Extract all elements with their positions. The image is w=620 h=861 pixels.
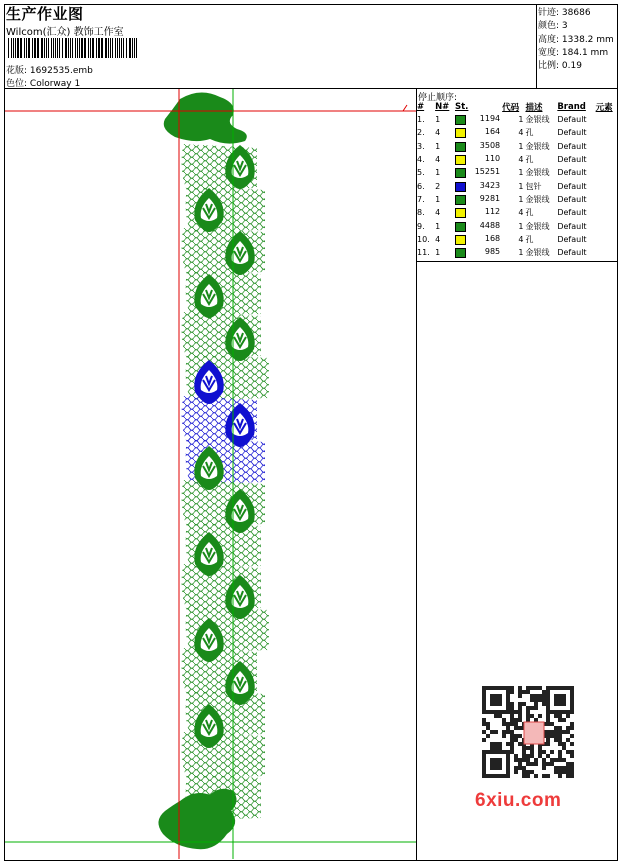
code: 1 <box>518 141 524 151</box>
stat-height <box>538 32 614 45</box>
stop-number: 4. <box>417 155 425 165</box>
column-header: Brand <box>557 102 586 112</box>
barcode-bar <box>34 38 36 58</box>
needle-number: 1 <box>435 248 441 258</box>
page-title: 生产作业图 <box>6 5 84 23</box>
description: 金银线 <box>525 194 550 204</box>
qr-code <box>472 682 584 782</box>
color-swatch <box>455 235 466 245</box>
barcode-bar <box>62 38 63 58</box>
barcode-bar <box>126 38 127 58</box>
barcode-bar <box>112 38 113 58</box>
barcode-bar <box>98 38 100 58</box>
column-header: 描述 <box>525 103 543 113</box>
stat-value: 1338.2 mm <box>561 35 614 45</box>
color-swatch <box>455 195 466 205</box>
barcode-bar <box>24 38 25 58</box>
element <box>595 166 618 179</box>
colorway-label: 色位: <box>6 79 28 89</box>
element <box>595 219 618 232</box>
brand: Default <box>557 128 587 138</box>
color-swatch <box>455 222 466 232</box>
stitch-count <box>454 193 501 206</box>
stat-label: 比例: <box>538 61 560 71</box>
needle-number: 1 <box>435 194 441 204</box>
element <box>595 206 618 219</box>
code: 4 <box>518 208 524 218</box>
stitch-count-value: 3508 <box>479 140 501 150</box>
studio-name: Wilcom(汇众) 教饰工作室 <box>6 27 124 38</box>
code: 1 <box>518 115 524 125</box>
color-swatch <box>455 182 466 192</box>
barcode-bar <box>129 38 131 58</box>
stop-row <box>416 126 618 139</box>
brand: Default <box>557 221 587 231</box>
stat-width <box>538 45 608 58</box>
stop-number: 7. <box>417 194 425 204</box>
barcode-bar <box>65 38 67 58</box>
stop-row <box>416 113 618 126</box>
stop-sequence-header <box>416 101 618 113</box>
needle-number: 1 <box>435 221 441 231</box>
top-flourish <box>164 92 247 143</box>
barcode-bar <box>68 38 69 58</box>
stitch-count-value: 4488 <box>479 220 501 230</box>
column-header: # <box>417 102 425 112</box>
element <box>595 153 618 166</box>
stat-colors <box>538 18 568 31</box>
code: 1 <box>518 194 524 204</box>
brand: Default <box>557 181 587 191</box>
stat-label: 高度: <box>538 35 560 45</box>
barcode-bar <box>121 38 122 58</box>
color-swatch <box>455 155 466 165</box>
element <box>595 140 618 153</box>
barcode-bar <box>72 38 73 58</box>
stat-label: 宽度: <box>538 48 560 58</box>
needle-number: 4 <box>435 234 441 244</box>
colorway-value: Colorway 1 <box>29 79 81 89</box>
brand: Default <box>557 248 587 258</box>
stop-row <box>416 219 618 232</box>
brand: Default <box>557 194 587 204</box>
element <box>595 233 618 246</box>
stat-value: 0.19 <box>561 61 582 71</box>
barcode-bar <box>110 38 111 58</box>
code: 4 <box>518 155 524 165</box>
stitch-count <box>454 206 501 219</box>
stitch-count <box>454 179 501 192</box>
barcode-bar <box>136 38 137 58</box>
description: 包针 <box>525 181 542 191</box>
mesh-block-green <box>182 732 265 778</box>
stop-number: 1. <box>417 115 425 125</box>
stat-label: 颜色: <box>538 21 560 31</box>
code: 1 <box>518 168 524 178</box>
element <box>595 246 618 259</box>
colorway <box>6 76 80 89</box>
mesh-fill <box>182 144 269 820</box>
stop-panel-divider <box>416 261 618 262</box>
barcode-bar <box>101 38 103 58</box>
stop-row <box>416 206 618 219</box>
stitch-count <box>454 113 501 126</box>
barcode-bar <box>105 38 107 58</box>
barcode-bar <box>79 38 80 58</box>
needle-number: 1 <box>435 141 441 151</box>
barcode-bar <box>88 38 89 58</box>
stitch-count-value: 9281 <box>479 193 501 203</box>
barcode-bar <box>134 38 135 58</box>
barcode-bar <box>115 38 116 58</box>
barcode-bar <box>41 38 43 58</box>
stop-number: 6. <box>417 181 425 191</box>
barcode-bar <box>117 38 118 58</box>
barcode-bar <box>96 38 97 58</box>
barcode-bar <box>26 38 27 58</box>
barcode-bar <box>44 38 45 58</box>
stop-number: 5. <box>417 168 425 178</box>
barcode-bar <box>123 38 124 58</box>
stop-number: 8. <box>417 208 425 218</box>
description: 孔 <box>525 208 534 218</box>
design-file-label: 花版: <box>6 66 28 76</box>
needle-number: 2 <box>435 181 441 191</box>
stop-number: 9. <box>417 221 425 231</box>
barcode-bar <box>28 38 30 58</box>
stop-row <box>416 166 618 179</box>
description: 金银线 <box>525 115 550 125</box>
barcode-bar <box>59 38 60 58</box>
barcode-bar <box>119 38 120 58</box>
description: 金银线 <box>525 168 550 178</box>
color-swatch <box>455 128 466 138</box>
embroidery-design-canvas <box>5 89 416 859</box>
color-swatch <box>455 142 466 152</box>
stop-row <box>416 153 618 166</box>
color-swatch <box>455 208 466 218</box>
barcode-bar <box>70 38 71 58</box>
element <box>595 113 618 126</box>
barcode-bar <box>11 38 12 58</box>
column-header: 元素 <box>595 103 613 113</box>
barcode-bar <box>46 38 47 58</box>
barcode-bar <box>48 38 49 58</box>
barcode-bar <box>15 38 16 58</box>
code: 1 <box>518 248 524 258</box>
barcode-bar <box>108 38 109 58</box>
watermark-logo: 6xiu.com <box>475 790 562 811</box>
description: 金银线 <box>525 141 550 151</box>
stitch-count-value: 164 <box>484 127 501 137</box>
barcode-bar <box>8 38 9 58</box>
bottom-flourish <box>158 789 236 849</box>
stop-sequence-title: 停止顺序: <box>418 93 458 103</box>
barcode-bar <box>13 38 14 58</box>
stat-scale <box>538 58 582 71</box>
barcode-bar <box>132 38 133 58</box>
stop-row <box>416 140 618 153</box>
stitch-count <box>454 153 501 166</box>
description: 金银线 <box>525 248 550 258</box>
barcode-bar <box>32 38 33 58</box>
barcode-bar <box>51 38 52 58</box>
stat-value: 38686 <box>561 8 591 18</box>
brand: Default <box>557 168 587 178</box>
code: 4 <box>518 128 524 138</box>
brand: Default <box>557 155 587 165</box>
stop-number: 10. <box>417 234 430 244</box>
stitch-count-value: 168 <box>484 233 501 243</box>
barcode-bar <box>57 38 58 58</box>
column-header: 代码 <box>502 103 520 113</box>
stop-row <box>416 246 618 259</box>
stitch-count-value: 112 <box>484 207 501 217</box>
stat-value: 3 <box>561 21 568 31</box>
stop-sequence-table <box>416 101 618 259</box>
stop-row <box>416 193 618 206</box>
barcode-bar <box>92 38 94 58</box>
needle-number: 4 <box>435 128 441 138</box>
description: 金银线 <box>525 221 550 231</box>
color-swatch <box>455 248 466 258</box>
stitch-count <box>454 246 501 259</box>
description: 孔 <box>525 234 534 244</box>
needle-number: 4 <box>435 208 441 218</box>
stat-label: 针迹: <box>538 8 560 18</box>
barcode-bar <box>37 38 39 58</box>
design-file <box>6 63 93 76</box>
color-swatch <box>455 115 466 125</box>
description: 孔 <box>525 128 534 138</box>
color-swatch <box>455 168 466 178</box>
code: 4 <box>518 234 524 244</box>
stitch-count-value: 1194 <box>479 114 501 124</box>
stitch-count <box>454 126 501 139</box>
brand: Default <box>557 208 587 218</box>
stat-value: 184.1 mm <box>561 48 609 58</box>
seal-stamp <box>524 722 544 744</box>
element <box>595 179 618 192</box>
element <box>595 126 618 139</box>
brand: Default <box>557 141 587 151</box>
stop-number: 11. <box>417 248 430 258</box>
column-header: N# <box>435 102 450 112</box>
stop-number: 2. <box>417 128 425 138</box>
stop-number: 3. <box>417 141 425 151</box>
description: 孔 <box>525 155 534 165</box>
corner-tick-right <box>403 105 409 111</box>
brand: Default <box>557 115 587 125</box>
stitch-count <box>454 219 501 232</box>
needle-number: 1 <box>435 115 441 125</box>
stitch-count <box>454 140 501 153</box>
stat-stitches <box>538 5 591 18</box>
code: 1 <box>518 221 524 231</box>
brand: Default <box>557 234 587 244</box>
needle-number: 1 <box>435 168 441 178</box>
stitch-count <box>454 233 501 246</box>
element <box>595 193 618 206</box>
stop-row <box>416 233 618 246</box>
column-header: St. <box>454 102 469 112</box>
barcode-bar <box>84 38 86 58</box>
barcode-bar <box>77 38 78 58</box>
design-file-value: 1692535.emb <box>29 66 93 76</box>
barcode-bar <box>53 38 54 58</box>
stitch-count <box>454 166 501 179</box>
stop-row <box>416 179 618 192</box>
barcode-bar <box>17 38 19 58</box>
barcode-bar <box>75 38 76 58</box>
barcode-bar <box>20 38 22 58</box>
needle-number: 4 <box>435 155 441 165</box>
stitch-count-value: 3423 <box>479 180 501 190</box>
stitch-count-value: 110 <box>484 154 501 164</box>
barcode-bar <box>55 38 56 58</box>
stitch-count-value: 15251 <box>474 167 501 177</box>
barcode-bar <box>81 38 83 58</box>
stitch-count-value: 985 <box>484 247 501 257</box>
barcode-bar <box>90 38 91 58</box>
barcode <box>8 38 140 58</box>
code: 1 <box>518 181 524 191</box>
